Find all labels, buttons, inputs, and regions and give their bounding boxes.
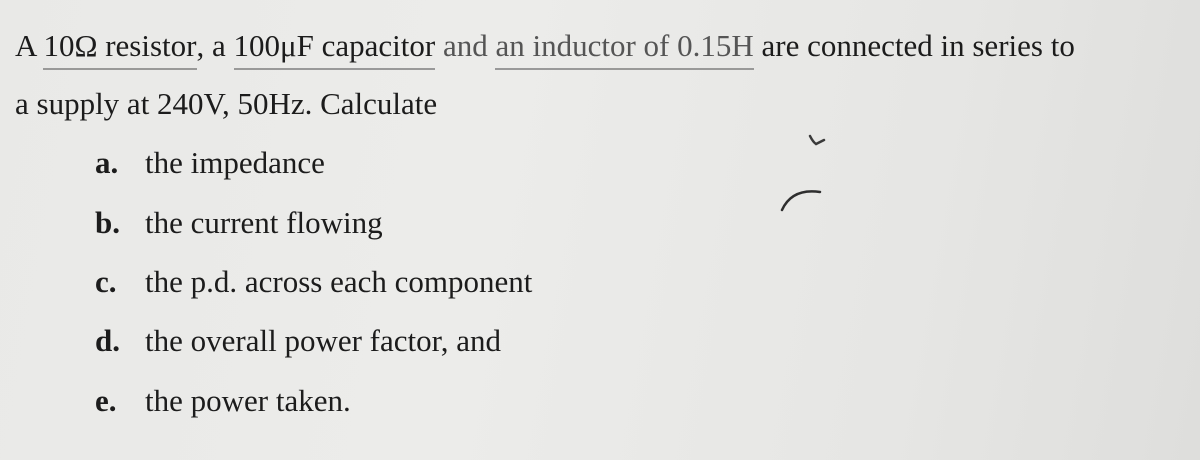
item-letter: d. xyxy=(95,323,120,358)
problem-line-2: a supply at 240V, 50Hz. Calculate xyxy=(15,86,438,121)
question-item-c xyxy=(95,264,532,300)
pencil-arc-mark xyxy=(782,191,820,210)
question-item-b xyxy=(95,205,383,241)
problem-intro: A xyxy=(15,28,44,63)
item-text: the current flowing xyxy=(145,205,383,240)
capacitor-spec: 100μF capacitor xyxy=(233,28,436,63)
item-text: the impedance xyxy=(145,145,325,180)
item-text: the p.d. across each component xyxy=(145,264,533,299)
question-item-e xyxy=(95,383,351,419)
pencil-marks xyxy=(780,120,860,220)
item-letter: c. xyxy=(95,264,117,299)
separator-2: and xyxy=(435,28,496,63)
question-item-d xyxy=(95,323,501,359)
separator-1: , a xyxy=(196,28,234,63)
item-letter: e. xyxy=(95,383,117,418)
item-text: the power taken. xyxy=(145,383,351,418)
item-letter: b. xyxy=(95,205,120,240)
resistor-spec: 10Ω resistor xyxy=(43,28,197,63)
item-text: the overall power factor, and xyxy=(145,323,501,358)
inductor-spec: an inductor of 0.15H xyxy=(495,28,754,63)
item-letter: a. xyxy=(95,145,119,180)
problem-intro-end: are connected in series to xyxy=(753,28,1075,63)
problem-line-1 xyxy=(15,28,1075,64)
question-item-a xyxy=(95,145,325,181)
pencil-tick-mark xyxy=(810,136,824,144)
